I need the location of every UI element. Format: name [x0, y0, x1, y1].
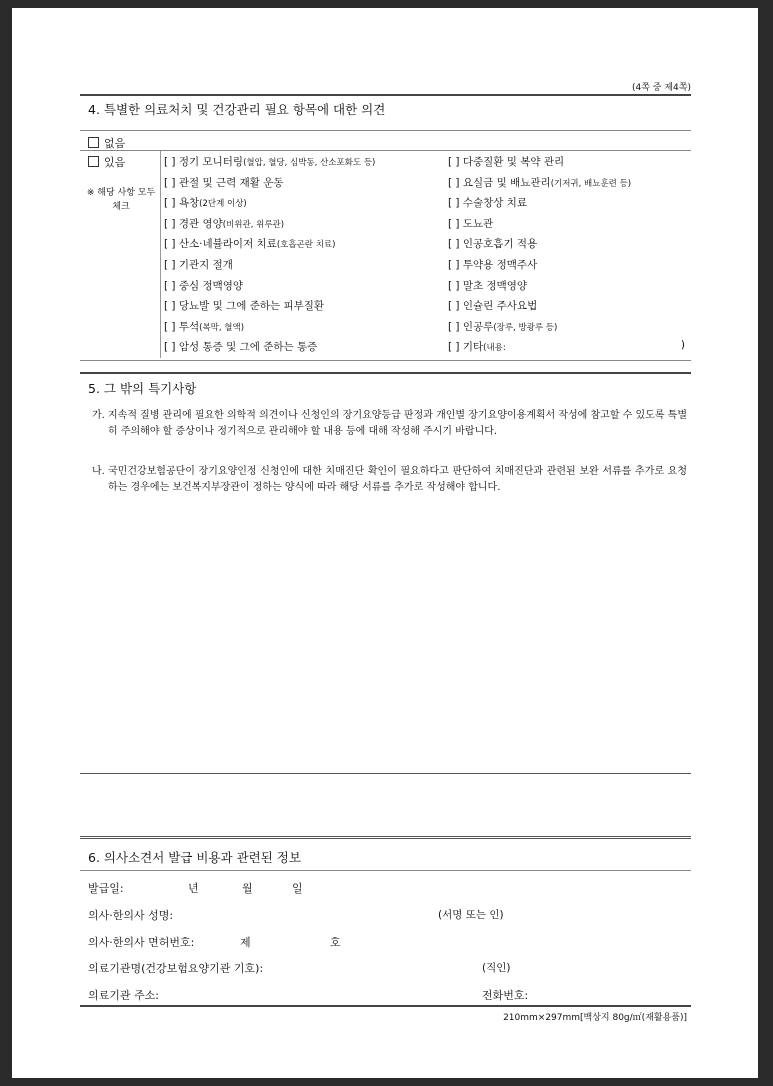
care-item-left-6[interactable] [164, 278, 243, 293]
section5-title: 5. 그 밖의 특기사항 [88, 381, 197, 396]
care-item-right-9[interactable] [448, 339, 506, 354]
care-item-right-8[interactable] [448, 319, 557, 334]
other-close-paren: ) [680, 339, 685, 352]
page-number: (4쪽 중 제4쪽) [632, 83, 691, 93]
care-item-label: [ ] 산소·네뷸라이저 치료 [164, 238, 277, 251]
care-item-right-0[interactable] [448, 154, 564, 169]
care-item-left-3[interactable] [164, 216, 284, 231]
care-item-label: [ ] 경관 영양 [164, 217, 223, 230]
paper-spec-footer: 210mm×297mm[백상지 80g/㎡(재활용품)] [503, 1013, 687, 1023]
care-item-label: [ ] 도뇨관 [448, 217, 494, 230]
care-item-left-9[interactable] [164, 339, 317, 354]
seal-label: (직인) [482, 962, 511, 974]
care-item-label: [ ] 관절 및 근력 재활 운동 [164, 176, 284, 189]
care-item-right-4[interactable] [448, 236, 537, 251]
care-item-label: [ ] 기관지 절개 [164, 259, 233, 271]
care-item-left-2[interactable] [164, 195, 247, 210]
care-item-detail: (2단계 이상) [199, 199, 247, 210]
section5-bottom-rule [80, 773, 691, 774]
address-label: 의료기관 주소: [88, 989, 159, 1002]
section4-top-rule [80, 94, 691, 96]
section6-top-rule [80, 836, 691, 839]
care-item-right-5[interactable] [448, 257, 537, 272]
document-page [12, 8, 758, 1078]
note-ga-text: 지속적 질병 관리에 필요한 의학적 의견이나 신청인의 장기요양등급 판정과 개인별 장기요양이용계획서 작성에 참고할 수 있도록 특별히 주의해야 할 증상이나 정기적으로 관리해야 할 내용 등에 대해 작성해 주시기 바랍니다. [108, 410, 687, 437]
phone-label: 전화번호: [482, 989, 529, 1002]
note-na-lead: 나. [92, 466, 105, 477]
option-yes-label: 있음 [104, 156, 126, 169]
option-none[interactable] [88, 135, 125, 151]
section6-bottom-rule [80, 1005, 691, 1007]
care-item-label: [ ] 인슐린 주사요법 [448, 300, 538, 313]
care-item-left-4[interactable] [164, 236, 335, 251]
section4-divider [160, 151, 161, 358]
issue-date-row [88, 880, 124, 896]
care-item-detail: (장루, 방광루 등) [493, 322, 558, 333]
checkbox-none[interactable] [88, 137, 99, 148]
license-label: 의사·한의사 면허번호: [88, 936, 195, 949]
care-item-label: [ ] 정기 모니터링 [164, 156, 244, 168]
care-item-label: [ ] 요실금 및 배뇨관리 [448, 176, 551, 189]
option-none-label: 없음 [104, 137, 126, 150]
care-item-left-7[interactable] [164, 298, 324, 313]
signature-label: (서명 또는 인) [438, 909, 504, 921]
care-item-detail: (내용: [483, 343, 506, 354]
care-item-left-5[interactable] [164, 257, 233, 272]
care-item-label: [ ] 중심 정맥영양 [164, 279, 244, 292]
note-na-text: 국민건강보험공단이 장기요양인정 신청인에 대한 치매진단 확인이 필요하다고 판단하여 치매진단과 관련된 보완 서류를 추가로 요청하는 경우에는 보건복지부장관이 정하는 양식에 따라 해당 서류를 추가로 작성해야 합니다. [108, 466, 687, 493]
care-item-label: [ ] 수술창상 치료 [448, 197, 528, 210]
care-item-detail: (호흡곤란 치료) [276, 240, 336, 251]
section6-title-rule [80, 870, 691, 871]
care-item-right-3[interactable] [448, 216, 493, 231]
section4-none-rule [80, 150, 691, 151]
care-item-label: [ ] 당뇨발 및 그에 준하는 피부질환 [164, 300, 325, 313]
care-item-detail: (기저귀, 배뇨훈련 등) [550, 178, 632, 189]
care-item-label: [ ] 암성 통증 및 그에 준하는 통증 [164, 341, 318, 354]
care-item-right-7[interactable] [448, 298, 537, 313]
care-item-label: [ ] 투약용 정맥주사 [448, 259, 538, 271]
care-item-left-1[interactable] [164, 175, 284, 190]
checkbox-yes[interactable] [88, 156, 99, 167]
issue-year-label: 년 [188, 882, 199, 895]
care-item-label: [ ] 기타 [448, 341, 484, 354]
note-paragraph-ga [92, 408, 687, 440]
care-item-right-2[interactable] [448, 195, 527, 210]
check-all-note: ※ 해당 사항 모두 체크 [86, 188, 156, 212]
care-item-label: [ ] 투석 [164, 320, 200, 333]
section4-title: 4. 특별한 의료처치 및 건강관리 필요 항목에 대한 의견 [88, 102, 386, 117]
care-item-left-0[interactable] [164, 154, 375, 169]
doctor-name-label: 의사·한의사 성명: [88, 909, 174, 922]
license-prefix: 제 [240, 936, 251, 949]
care-item-label: [ ] 인공루 [448, 320, 494, 333]
care-item-detail: (복막, 혈액) [199, 322, 245, 333]
issue-month-label: 월 [242, 882, 253, 895]
care-item-label: [ ] 욕창 [164, 197, 200, 210]
care-item-left-8[interactable] [164, 319, 244, 334]
institution-label: 의료기관명(건강보험요양기관 기호): [88, 962, 264, 975]
issue-date-label: 발급일: [88, 882, 124, 895]
section6-title: 6. 의사소견서 발급 비용과 관련된 정보 [88, 850, 301, 865]
section4-title-rule [80, 130, 691, 131]
care-item-label: [ ] 다중질환 및 복약 관리 [448, 156, 565, 168]
option-yes[interactable] [88, 154, 125, 170]
care-item-right-6[interactable] [448, 278, 527, 293]
care-item-detail: (비위관, 위루관) [222, 219, 285, 230]
license-suffix: 호 [330, 936, 341, 949]
care-item-label: [ ] 말초 정맥영양 [448, 279, 528, 292]
care-item-detail: (혈압, 혈당, 심박동, 산소포화도 등) [243, 158, 376, 168]
note-paragraph-na [92, 464, 687, 496]
issue-day-label: 일 [292, 882, 303, 895]
note-ga-lead: 가. [92, 410, 105, 421]
section4-bottom-rule [80, 360, 691, 361]
care-item-label: [ ] 인공호흡기 적용 [448, 238, 538, 251]
care-item-right-1[interactable] [448, 175, 631, 190]
section5-top-rule [80, 372, 691, 374]
